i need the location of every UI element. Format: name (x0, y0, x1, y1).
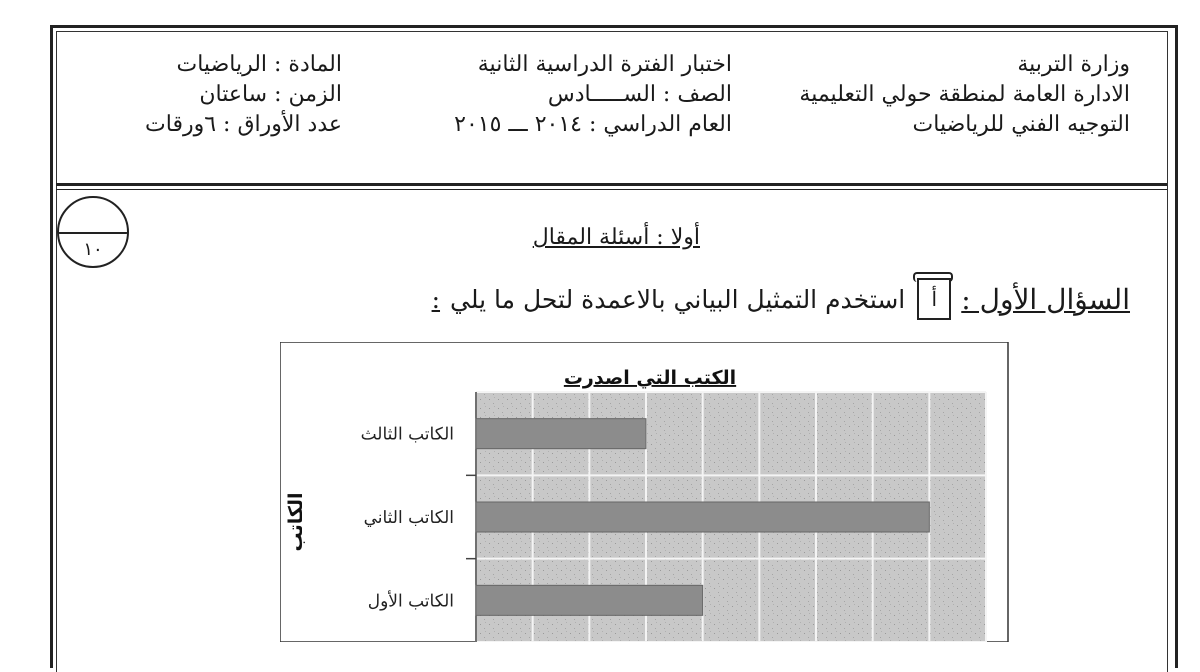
duration-line: الزمن : ساعتان (199, 82, 342, 107)
bar-3 (476, 585, 703, 615)
exam-info-block (454, 50, 732, 140)
question-part-badge (917, 278, 951, 320)
bar-1 (476, 419, 646, 449)
subject-block (145, 50, 342, 140)
academic-year: العام الدراسي : ٢٠١٤ ـــ ٢٠١٥ (454, 112, 732, 137)
bar-2 (476, 502, 929, 532)
exam-title: اختبار الفترة الدراسية الثانية (477, 52, 732, 77)
score-circle (57, 196, 129, 268)
ministry-block (799, 50, 1130, 140)
header-divider-thin (56, 189, 1167, 190)
header-divider (56, 183, 1167, 186)
supervision-name: التوجيه الفني للرياضيات (912, 112, 1130, 137)
question-text: استخدم التمثيل البياني بالاعمدة لتحل ما يلي (450, 284, 906, 314)
question-label: السؤال الأول : (961, 282, 1130, 316)
chart-y-axis-label: الكاتب (285, 492, 307, 552)
question-part: أ (931, 287, 938, 311)
ministry-name: وزارة التربية (1017, 52, 1130, 77)
books-chart (280, 342, 1010, 642)
category-label-3: الكاتب الأول (367, 591, 454, 612)
chart-title: الكتب التي اصدرت (563, 367, 737, 389)
question-line (432, 278, 1130, 320)
grade-line: الصف : الســـــادس (547, 82, 732, 107)
category-label-2: الكاتب الثاني (363, 508, 454, 528)
district-name: الادارة العامة لمنطقة حولي التعليمية (799, 82, 1130, 107)
question-trail: : (431, 284, 441, 314)
pages-line: عدد الأوراق : ٦ورقات (145, 112, 342, 137)
score-value: ١٠ (83, 239, 103, 260)
category-label-1: الكاتب الثالث (360, 424, 454, 445)
subject-line: المادة : الرياضيات (176, 52, 342, 77)
section-title: أولا : أسئلة المقال (532, 225, 700, 250)
